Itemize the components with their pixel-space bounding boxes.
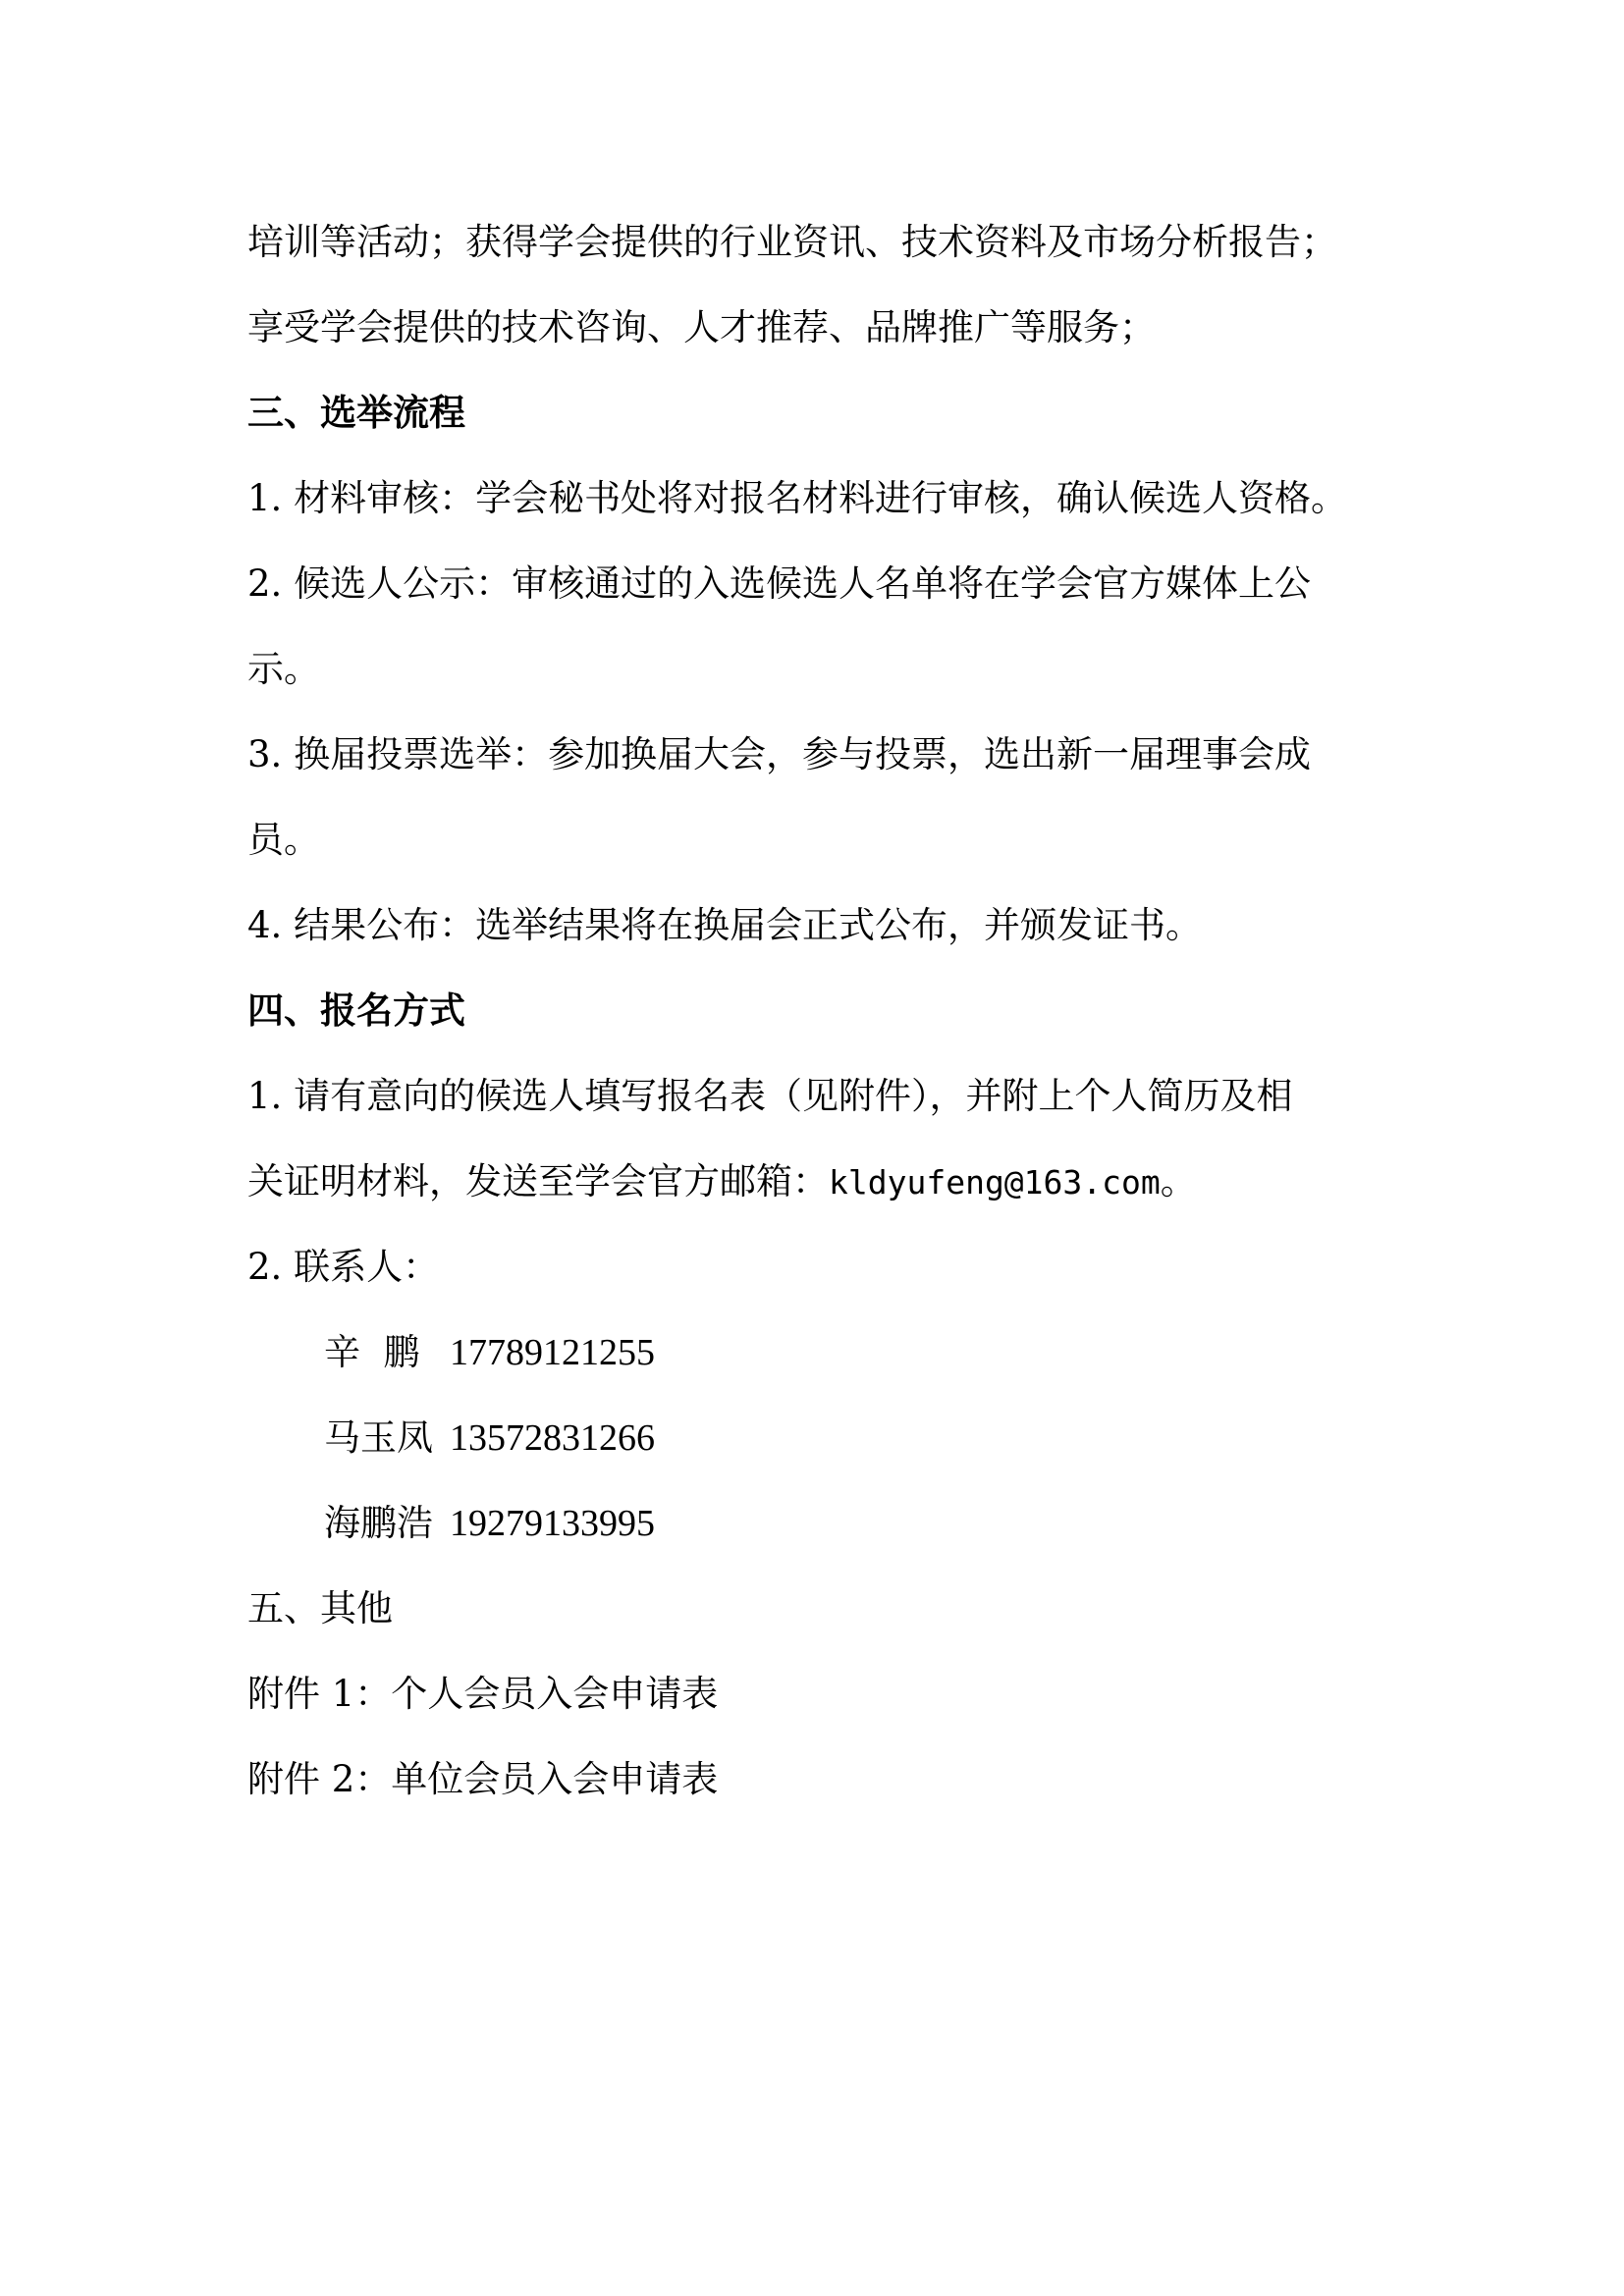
- list-item-voting-cont: 员。: [247, 819, 320, 861]
- list-item-registration-form-cont: [247, 1160, 1197, 1204]
- section-heading-election-process: 三、选举流程: [247, 392, 465, 434]
- contact-name: 海鹏浩: [324, 1502, 433, 1544]
- list-item-candidate-publicity: 2. 候选人公示：审核通过的入选候选人名单将在学会官方媒体上公: [247, 562, 1312, 605]
- list-item-registration-form: 1. 请有意向的候选人填写报名表（见附件），并附上个人简历及相: [247, 1075, 1293, 1117]
- contact-phone: 17789121255: [450, 1332, 655, 1373]
- list-item-voting: 3. 换届投票选举：参加换届大会，参与投票，选出新一届理事会成: [247, 733, 1312, 775]
- email-address: kldyufeng@163.com: [829, 1163, 1161, 1201]
- registration-text-end: 。: [1160, 1160, 1197, 1202]
- contact-row: [324, 1331, 655, 1374]
- list-item-results: 4. 结果公布：选举结果将在换届会正式公布，并颁发证书。: [247, 904, 1203, 946]
- contact-row: [324, 1502, 655, 1545]
- contact-row: [324, 1416, 655, 1460]
- registration-text: 关证明材料，发送至学会官方邮箱：: [247, 1160, 829, 1202]
- paragraph-line: 培训等活动；获得学会提供的行业资讯、技术资料及市场分析报告；: [247, 221, 1337, 263]
- attachment-2: 附件 2：单位会员入会申请表: [247, 1758, 719, 1800]
- list-item-candidate-publicity-cont: 示。: [247, 648, 320, 690]
- attachment-1: 附件 1：个人会员入会申请表: [247, 1673, 719, 1715]
- contact-name: 马玉凤: [324, 1416, 433, 1459]
- paragraph-line: 享受学会提供的技术咨询、人才推荐、品牌推广等服务；: [247, 306, 1156, 348]
- contact-phone: 13572831266: [450, 1417, 655, 1459]
- contact-phone: 19279133995: [450, 1503, 655, 1544]
- list-item-material-review: 1. 材料审核：学会秘书处将对报名材料进行审核，确认候选人资格。: [247, 477, 1348, 519]
- contact-name: 辛 鹏: [324, 1331, 420, 1373]
- section-heading-other: 五、其他: [247, 1587, 393, 1629]
- section-heading-registration: 四、报名方式: [247, 989, 465, 1032]
- list-item-contacts: 2. 联系人：: [247, 1246, 440, 1288]
